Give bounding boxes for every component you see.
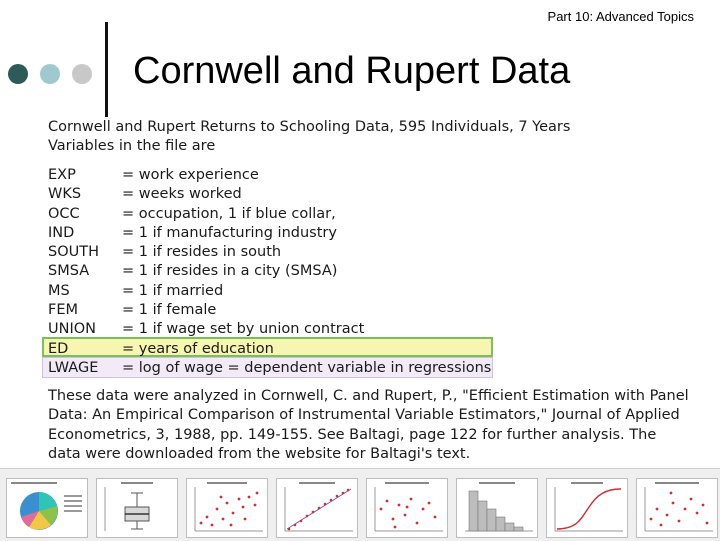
variable-description: = log of wage = dependent variable in regressions [122,359,492,376]
variable-row-fem [48,301,518,320]
scatter-plot-icon [367,479,447,537]
histogram-icon [457,479,537,537]
scatter-plot-icon [637,479,717,537]
line-chart-icon [547,479,627,537]
intro-text [48,118,688,156]
variable-row-south [48,243,518,262]
variable-row-ms [48,282,518,301]
variable-description: = 1 if wage set by union contract [122,321,365,338]
scatter-plot-thumbnail-4 [636,478,718,538]
variable-description: = weeks worked [122,186,242,203]
variable-description: = 1 if female [122,302,217,319]
citation-line-4: data were downloaded from the website for Baltagi's text. [48,445,471,462]
decorative-dot-gray [72,64,92,84]
variable-row-lwage [48,359,518,378]
variable-name: LWAGE [48,359,99,376]
pie-chart-icon [7,479,87,537]
decorative-dot-teal [40,64,60,84]
variable-row-wks [48,185,518,204]
variable-name: FEM [48,302,79,319]
intro-line-2: Variables in the file are [48,138,216,154]
citation-line-1: These data were analyzed in Cornwell, C. and Rupert, P., "Efficient Estimation with Panel [48,388,689,404]
section-label: Part 10: Advanced Topics [547,9,694,24]
title-divider [105,22,108,117]
variable-description: = 1 if resides in south [122,244,282,261]
line-chart-thumbnail [546,478,628,538]
decorative-dot-dark [8,64,28,84]
variable-row-smsa [48,262,518,281]
variable-name: EXP [48,167,76,183]
variable-description: = 1 if manufacturing industry [122,224,337,241]
variable-description: = work experience [122,167,259,183]
variable-name: OCC [48,205,80,222]
variable-row-ed [48,340,518,359]
scatter-plot-thumbnail-2 [276,478,358,538]
scatter-plot-thumbnail-1 [186,478,268,538]
scatter-plot-icon [187,479,267,537]
slide-title: Cornwell and Rupert Data [133,50,571,92]
variable-name: MS [48,282,70,299]
scatter-plot-icon [277,479,357,537]
variable-name: SOUTH [48,244,99,261]
variable-description: = occupation, 1 if blue collar, [122,205,336,222]
variable-row-exp [48,166,518,185]
variable-list [48,166,518,378]
variable-row-union [48,320,518,339]
variable-name: UNION [48,321,96,338]
variable-description: = 1 if married [122,282,224,299]
variable-name: WKS [48,186,82,203]
box-plot-icon [97,479,177,537]
variable-name: ED [48,340,69,357]
box-plot-thumbnail [96,478,178,538]
scatter-plot-thumbnail-3 [366,478,448,538]
citation-text [48,387,713,464]
variable-description: = 1 if resides in a city (SMSA) [122,263,338,280]
variable-description: = years of education [122,340,274,357]
pie-chart-thumbnail [6,478,88,538]
variable-name: SMSA [48,263,90,280]
citation-line-3: Econometrics, 3, 1988, pp. 149-155. See Baltagi, page 122 for further analysis. The [48,426,657,443]
variable-row-occ [48,205,518,224]
citation-line-2: Data: An Empirical Comparison of Instrumental Variable Estimators," Journal of Applied [48,407,680,424]
histogram-thumbnail [456,478,538,538]
variable-row-ind [48,224,518,243]
intro-line-1: Cornwell and Rupert Returns to Schooling Data, 595 Individuals, 7 Years [48,119,571,135]
variable-name: IND [48,224,75,241]
